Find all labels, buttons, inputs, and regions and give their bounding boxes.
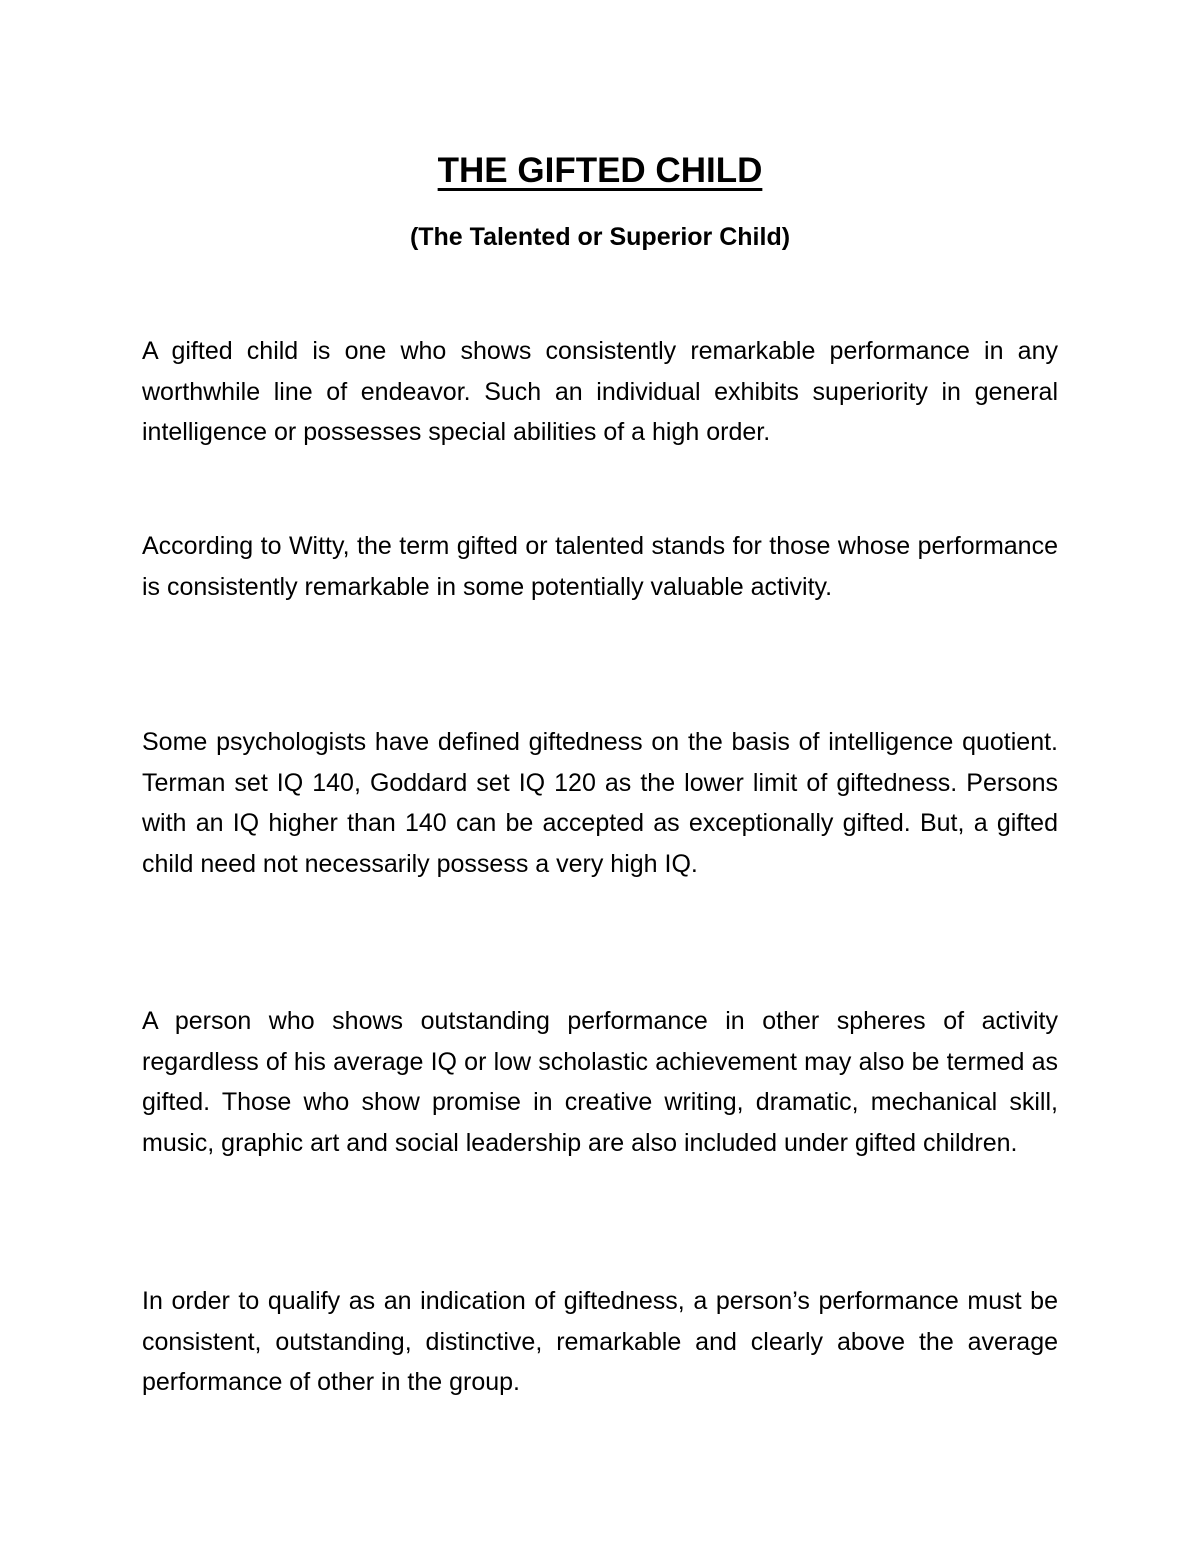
paragraph-other-spheres: A person who shows outstanding performance in other spheres of activity regardless of his average IQ or low scholastic achievement may also be termed as gifted. Those who show promise in creative writing, dramatic, mechanical skill, music, graphic art and social leadership are also included under gifted children. bbox=[142, 1007, 1058, 1157]
page-subtitle: (The Talented or Superior Child) bbox=[409, 223, 791, 251]
paragraph-witty: According to Witty, the term gifted or talented stands for those whose performance is consistently remarkable in some potentially valuable activity. bbox=[142, 532, 1058, 601]
paragraph-qualification: In order to qualify as an indication of giftedness, a person’s performance must be consistent, outstanding, distinctive, remarkable and clearly above the average performance of other in the group. bbox=[142, 1287, 1058, 1396]
paragraph-iq: Some psychologists have defined giftedness on the basis of intelligence quotient. Terman set IQ 140, Goddard set IQ 120 as the lower limit of giftedness. Persons with an IQ higher than 140 can be accepted as exceptionally gifted. But, a gifted child need not necessarily possess a very high IQ. bbox=[142, 728, 1058, 878]
page-title: THE GIFTED CHILD bbox=[437, 151, 763, 190]
paragraph-definition: A gifted child is one who shows consistently remarkable performance in any worthwhile line of endeavor. Such an individual exhibits superiority in general intelligence or possesses special abilities of a high order. bbox=[142, 337, 1058, 446]
